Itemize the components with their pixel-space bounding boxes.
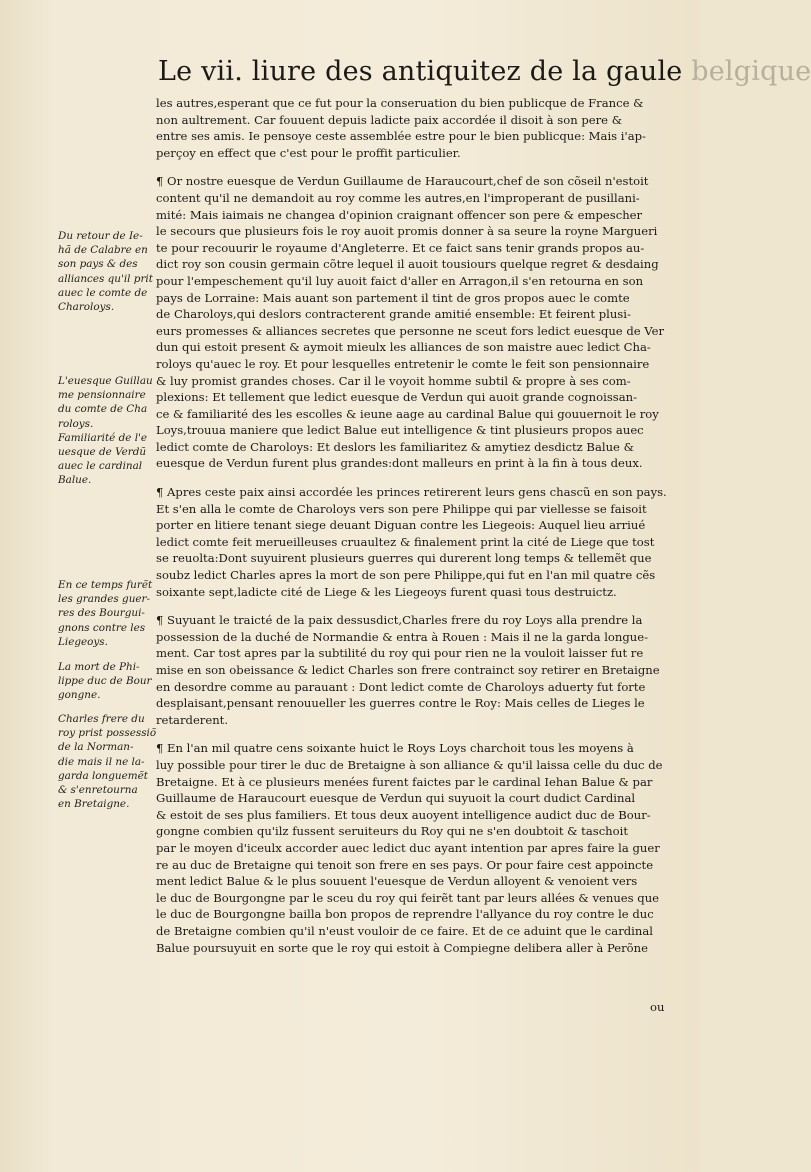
margin-line: alliances qu'il prit [58,272,153,285]
text-line: & luy promist grandes choses. Car il le voyoit homme subtil & propre à ses com- [156,373,631,388]
running-header [158,52,811,92]
text-line: soubz ledict Charles apres la mort de son pere Philippe,qui fut en l'an mil quatre cẽs [156,568,656,583]
text-line: plexions: Et tellement que ledict euesque de Verdun qui auoit grande cognoissan- [156,390,638,405]
text-line: Et s'en alla le comte de Charoloys vers son pere Philippe qui par viellesse se faisoit [156,501,647,516]
margin-line: auec le cardinal [58,460,143,473]
margin-line: de la Norman- [58,741,134,754]
margin-line: roy prist possessiõ [58,727,157,740]
margin-line: Charoloys. [58,300,115,313]
text-line: en desordre comme au parauant : Dont ledict comte de Charoloys aduerty fut forte [156,679,646,694]
text-line: ¶ En l'an mil quatre cens soixante huict le Roys Loys charchoit tous les moyens à [156,741,634,756]
text-line: ¶ Or nostre euesque de Verdun Guillaume de Haraucourt,chef de son cõseil n'estoit [156,174,649,189]
margin-line: & s'enretourna [58,783,138,796]
text-line: porter en litiere tenant siege deuant Diguan contre les Liegeois: Auquel lieu arriué [156,518,646,533]
text-line: eurs promesses & alliances secretes que personne ne sceut fors ledict euesque de Ver [156,323,665,338]
paragraph [156,484,678,600]
margin-note [58,374,156,488]
margin-line: en Bretaigne. [58,798,130,811]
text-line: re au duc de Bretaigne qui tenoit son frere en ses pays. Or pour faire cest appoincte [156,857,654,872]
text-line: ce & familiarité des les escolles & ieune aage au cardinal Balue qui gouuernoit le roy [156,406,659,421]
text-line: soixante sept,ladicte cité de Liege & les Liegeoys furent quasi tous destruictz. [156,584,617,599]
margin-line: res des Bourgui- [58,607,145,620]
text-line: les autres,esperant que ce fut pour la conseruation du bien publicque de France & [156,96,644,110]
main-text-column [156,95,678,956]
text-line: Loys,trouua maniere que ledict Balue eut intelligence & tint plusieurs propos auec [156,423,644,438]
text-line: content qu'il ne demandoit au roy comme les autres,en l'improperant de pusillani- [156,190,640,205]
text-line: ¶ Suyuant le traicté de la paix dessusdict,Charles frere du roy Loys alla prendre la [156,613,643,628]
text-line: desplaisant,pensant renouueller les guerres contre le Roy: Mais celles de Lieges le [156,696,645,711]
text-line: possession de la duché de Normandie & entra à Rouen : Mais il ne la garda longue- [156,629,649,644]
margin-line: Balue. [58,474,92,487]
text-line: ledict comte de Charoloys: Et deslors les familiaritez & amytiez desdictz Balue & [156,439,634,454]
margin-line: La mort de Phi- [58,661,140,673]
text-line: gongne combien qu'ilz fussent seruiteurs du Roy qui ne s'en doubtoit & taschoit [156,824,628,839]
margin-line: Liegeoys. [58,635,108,648]
paragraph [156,173,678,472]
text-line: Balue poursuyuit en sorte que le roy qui estoit à Compiegne delibera aller à Perõne [156,940,648,955]
margin-line: les grandes guer- [58,593,151,606]
catchword: ou [650,1000,665,1014]
text-line: retarderent. [156,712,229,727]
text-line: Bretaigne. Et à ce plusieurs menées furent faictes par le cardinal Iehan Balue & par [156,774,653,789]
margin-line: gnons contre les [58,621,146,634]
text-line: Guillaume de Haraucourt euesque de Verdun qui suyuoit la court dudict Cardinal [156,791,636,806]
text-line: perçoy en effect que c'est pour le proffit particulier. [156,145,461,160]
text-line: ledict comte feit merueilleuses cruaultez & finalement print la cité de Liege que tost [156,534,655,549]
margin-line: hã de Calabre en [58,244,148,257]
text-line: roloys qu'auec le roy. Et pour lesquelles entretenir le comte le feit son pensionnaire [156,356,650,371]
paragraph [156,612,678,728]
text-line: ment ledict Balue & le plus souuent l'euesque de Verdun alloyent & venoient vers [156,874,638,889]
paragraph [156,95,678,161]
margin-line: En ce temps furẽt [58,579,153,591]
text-line: euesque de Verdun furent plus grandes:dont malleurs en print à la fin à tous deux. [156,456,643,471]
text-line: de Bretaigne combien qu'il n'eust vouloir de ce faire. Et de ce aduint que le cardinal [156,923,653,938]
text-line: luy possible pour tirer le duc de Bretaigne à son alliance & qu'il laissa celle du duc de [156,757,663,772]
text-line: entre ses amis. Ie pensoye ceste assemblée estre pour le bien publicque: Mais i'ap- [156,129,646,144]
text-line: pays de Lorraine: Mais auant son partement il tint de gros propos auec le comte [156,290,630,305]
text-line: se reuolta:Dont suyuirent plusieurs guerres qui durerent long temps & tellemẽt que [156,551,652,566]
paragraph [156,740,678,956]
text-line: ment. Car tost apres par la subtilité du roy qui pour rien ne la vouloit laisser fut re [156,646,644,661]
margin-line: die mais il ne la- [58,755,145,768]
margin-note [58,578,156,649]
text-line: mise en son obeissance & ledict Charles son frere contrainct soy retirer en Bretaigne [156,663,660,677]
text-line: mité: Mais iaimais ne changea d'opinion craignant offencer son pere & empescher [156,207,643,222]
text-line: te pour recouurir le royaume d'Angleterre. Et ce faict sans tenir grands propos au- [156,240,645,255]
margin-line: auec le comte de [58,286,148,299]
text-line: non aultrement. Car fouuent depuis ladicte paix accordée il disoit à son pere & [156,112,623,127]
text-line: le duc de Bourgongne bailla bon propos de reprendre l'allyance du roy contre le duc [156,907,654,922]
text-line: par le moyen d'iceulx accorder auec ledict duc ayant intention par apres faire la guer [156,840,660,855]
margin-line: roloys. [58,417,94,430]
margin-note [58,660,156,703]
header-bleed-through: belgique [691,56,811,87]
margin-line: gongne. [58,689,101,702]
margin-note [58,229,156,314]
text-line: pour l'empeschement qu'il luy auoit faict d'aller en Arragon,il s'en retourna en son [156,273,644,288]
text-line: le duc de Bourgongne par le sceu du roy qui feirẽt tant par leurs allées & venues que [156,890,660,905]
margin-line: Charles frere du [58,713,145,725]
header-title: Le vii. liure des antiquitez de la gaule [158,56,683,87]
margin-line: lippe duc de Bour [58,675,152,688]
text-line: dun qui estoit present & aymoit mieulx les alliances de son maistre auec ledict Cha- [156,340,651,355]
text-line: ¶ Apres ceste paix ainsi accordée les princes retirerent leurs gens chascũ en son pays. [156,485,667,500]
margin-line: Familiarité de l'e [58,431,148,444]
text-line: & estoit de ses plus familiers. Et tous deux auoyent intelligence audict duc de Bour- [156,807,651,822]
margin-line: uesque de Verdũ [58,445,147,458]
text-line: le secours que plusieurs fois le roy auoit promis donner à sa seure la royne Margueri [156,224,658,239]
margin-line: me pensionnaire [58,389,146,402]
text-line: de Charoloys,qui deslors contracterent grande amitié ensemble: Et feirent plusi- [156,307,631,322]
margin-line: Du retour de Ie- [58,230,143,242]
margin-line: son pays & des [58,258,138,271]
text-line: dict roy son cousin germain cõtre lequel il auoit tousiours quelque regret & desdaing [156,257,659,272]
margin-line: du comte de Cha [58,403,148,416]
margin-note [58,712,156,811]
margin-line: garda longuemẽt [58,769,148,782]
margin-line: L'euesque Guillau [58,375,153,387]
